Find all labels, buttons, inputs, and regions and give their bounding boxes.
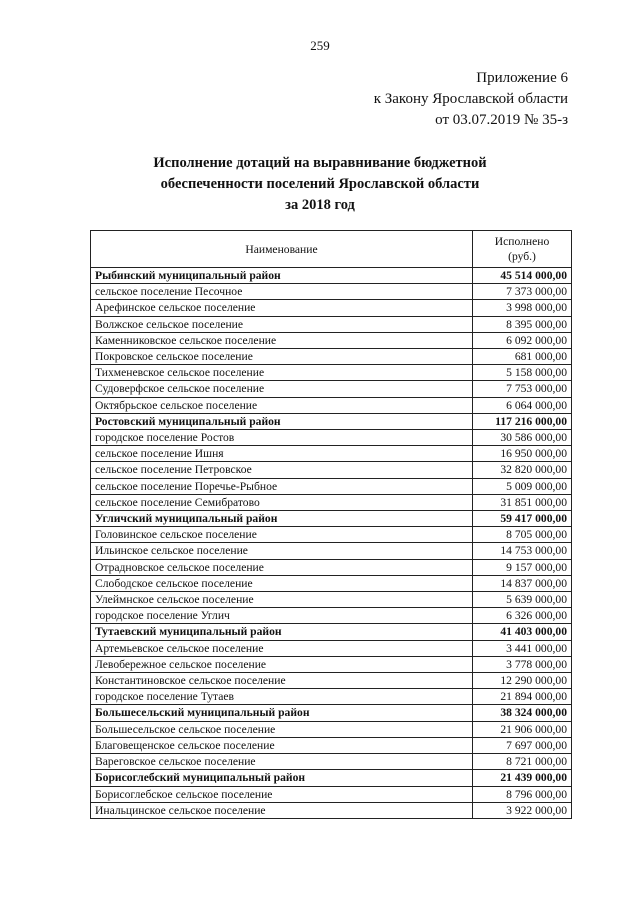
- settlement-row: [91, 284, 572, 300]
- row-name: Благовещенское сельское поселение: [91, 737, 473, 753]
- row-amount: 3 998 000,00: [473, 300, 572, 316]
- row-amount: 9 157 000,00: [473, 559, 572, 575]
- row-name: Левобережное сельское поселение: [91, 656, 473, 672]
- row-amount: 12 290 000,00: [473, 673, 572, 689]
- row-name: Тутаевский муниципальный район: [91, 624, 473, 640]
- row-amount: 16 950 000,00: [473, 446, 572, 462]
- row-amount: 31 851 000,00: [473, 494, 572, 510]
- district-row: [91, 624, 572, 640]
- row-amount: 8 796 000,00: [473, 786, 572, 802]
- row-name: Борисоглебский муниципальный район: [91, 770, 473, 786]
- settlement-row: [91, 446, 572, 462]
- table-body: [91, 268, 572, 819]
- row-name: Ильинское сельское поселение: [91, 543, 473, 559]
- settlement-row: [91, 332, 572, 348]
- row-name: сельское поселение Песочное: [91, 284, 473, 300]
- settlement-row: [91, 575, 572, 591]
- row-name: Арефинское сельское поселение: [91, 300, 473, 316]
- settlement-row: [91, 430, 572, 446]
- settlement-row: [91, 300, 572, 316]
- settlement-row: [91, 608, 572, 624]
- subsidies-table: [90, 230, 572, 819]
- row-amount: 5 009 000,00: [473, 478, 572, 494]
- row-name: сельское поселение Поречье-Рыбное: [91, 478, 473, 494]
- row-name: Ростовский муниципальный район: [91, 413, 473, 429]
- settlement-row: [91, 316, 572, 332]
- row-name: Покровское сельское поселение: [91, 349, 473, 365]
- row-name: сельское поселение Ишня: [91, 446, 473, 462]
- header-amount: [473, 231, 572, 268]
- title-line-3: за 2018 год: [285, 197, 355, 213]
- district-row: [91, 413, 572, 429]
- settlement-row: [91, 462, 572, 478]
- row-amount: 3 922 000,00: [473, 802, 572, 818]
- row-amount: 14 753 000,00: [473, 543, 572, 559]
- row-amount: 5 158 000,00: [473, 365, 572, 381]
- row-name: Улеймнское сельское поселение: [91, 592, 473, 608]
- row-name: Слободское сельское поселение: [91, 575, 473, 591]
- appendix-line-2: к Закону Ярославской области: [373, 91, 568, 107]
- settlement-row: [91, 689, 572, 705]
- row-name: Константиновское сельское поселение: [91, 673, 473, 689]
- row-amount: 38 324 000,00: [473, 705, 572, 721]
- settlement-row: [91, 592, 572, 608]
- appendix-line-3: от 03.07.2019 № 35-з: [435, 112, 568, 128]
- settlement-row: [91, 397, 572, 413]
- row-name: Судоверфское сельское поселение: [91, 381, 473, 397]
- settlement-row: [91, 802, 572, 818]
- row-name: Большесельский муниципальный район: [91, 705, 473, 721]
- row-name: Угличский муниципальный район: [91, 511, 473, 527]
- appendix-note: [268, 68, 568, 131]
- row-name: сельское поселение Петровское: [91, 462, 473, 478]
- row-name: Рыбинский муниципальный район: [91, 268, 473, 284]
- title-line-1: Исполнение дотаций на выравнивание бюджетной: [153, 155, 487, 171]
- settlement-row: [91, 349, 572, 365]
- table-header-row: [91, 231, 572, 268]
- row-name: Вареговское сельское поселение: [91, 754, 473, 770]
- settlement-row: [91, 365, 572, 381]
- settlement-row: [91, 721, 572, 737]
- page-number: 259: [310, 38, 330, 53]
- appendix-line-1: Приложение 6: [476, 70, 568, 86]
- header-amount-line-1: Исполнено: [494, 235, 550, 248]
- row-amount: 21 906 000,00: [473, 721, 572, 737]
- settlement-row: [91, 640, 572, 656]
- row-name: городское поселение Ростов: [91, 430, 473, 446]
- row-name: Волжское сельское поселение: [91, 316, 473, 332]
- row-name: Отрадновское сельское поселение: [91, 559, 473, 575]
- row-name: Большесельское сельское поселение: [91, 721, 473, 737]
- row-name: сельское поселение Семибратово: [91, 494, 473, 510]
- settlement-row: [91, 381, 572, 397]
- row-name: Инальцинское сельское поселение: [91, 802, 473, 818]
- row-amount: 32 820 000,00: [473, 462, 572, 478]
- settlement-row: [91, 673, 572, 689]
- row-name: городское поселение Тутаев: [91, 689, 473, 705]
- row-amount: 7 697 000,00: [473, 737, 572, 753]
- district-row: [91, 268, 572, 284]
- row-amount: 21 894 000,00: [473, 689, 572, 705]
- row-amount: 5 639 000,00: [473, 592, 572, 608]
- row-amount: 7 373 000,00: [473, 284, 572, 300]
- row-name: Артемьевское сельское поселение: [91, 640, 473, 656]
- row-amount: 30 586 000,00: [473, 430, 572, 446]
- row-amount: 41 403 000,00: [473, 624, 572, 640]
- row-name: Головинское сельское поселение: [91, 527, 473, 543]
- settlement-row: [91, 527, 572, 543]
- row-amount: 117 216 000,00: [473, 413, 572, 429]
- row-name: Тихменевское сельское поселение: [91, 365, 473, 381]
- row-amount: 3 441 000,00: [473, 640, 572, 656]
- document-title: [0, 153, 640, 216]
- settlement-row: [91, 478, 572, 494]
- row-amount: 14 837 000,00: [473, 575, 572, 591]
- district-row: [91, 705, 572, 721]
- row-amount: 3 778 000,00: [473, 656, 572, 672]
- settlement-row: [91, 543, 572, 559]
- header-amount-line-2: (руб.): [508, 250, 536, 263]
- district-row: [91, 511, 572, 527]
- row-amount: 59 417 000,00: [473, 511, 572, 527]
- row-name: городское поселение Углич: [91, 608, 473, 624]
- row-amount: 8 395 000,00: [473, 316, 572, 332]
- row-amount: 45 514 000,00: [473, 268, 572, 284]
- row-amount: 7 753 000,00: [473, 381, 572, 397]
- row-amount: 21 439 000,00: [473, 770, 572, 786]
- district-row: [91, 770, 572, 786]
- row-name: Октябрьское сельское поселение: [91, 397, 473, 413]
- row-amount: 6 064 000,00: [473, 397, 572, 413]
- settlement-row: [91, 656, 572, 672]
- row-amount: 6 092 000,00: [473, 332, 572, 348]
- row-amount: 681 000,00: [473, 349, 572, 365]
- settlement-row: [91, 754, 572, 770]
- title-line-2: обеспеченности поселений Ярославской области: [160, 176, 480, 192]
- header-name: Наименование: [91, 231, 473, 268]
- settlement-row: [91, 737, 572, 753]
- settlement-row: [91, 786, 572, 802]
- row-amount: 8 721 000,00: [473, 754, 572, 770]
- settlement-row: [91, 559, 572, 575]
- row-name: Каменниковское сельское поселение: [91, 332, 473, 348]
- row-amount: 8 705 000,00: [473, 527, 572, 543]
- settlement-row: [91, 494, 572, 510]
- row-name: Борисоглебское сельское поселение: [91, 786, 473, 802]
- row-amount: 6 326 000,00: [473, 608, 572, 624]
